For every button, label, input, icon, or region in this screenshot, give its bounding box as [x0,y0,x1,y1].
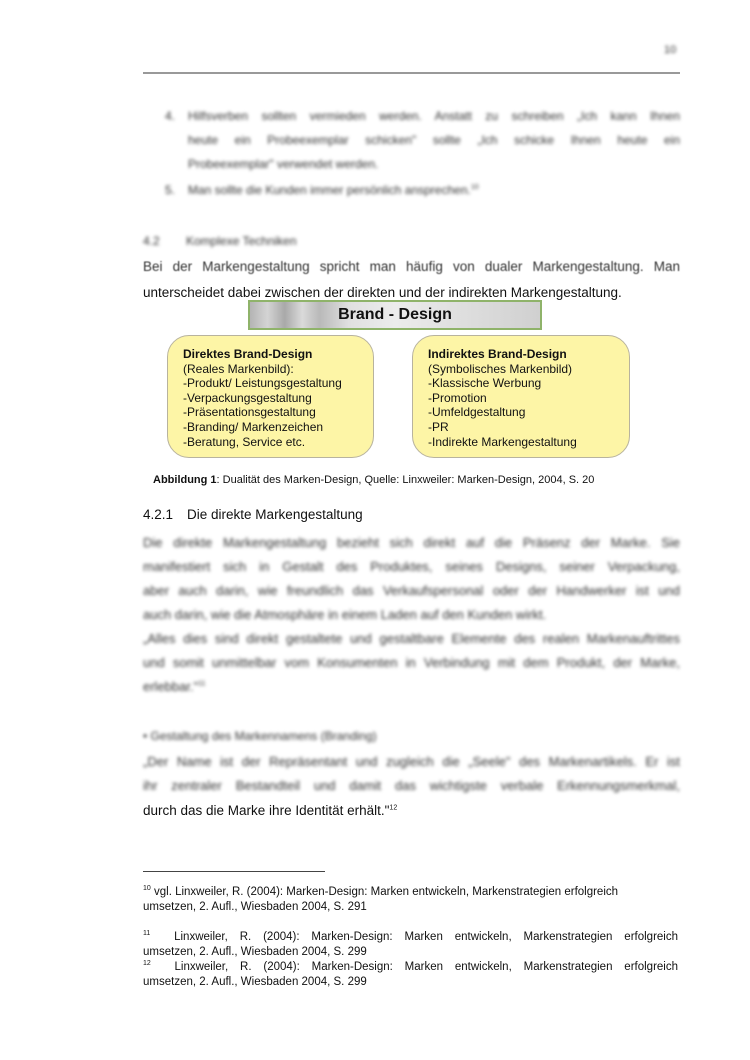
section-title: Komplexe Techniken [186,234,297,248]
body-line: ihr zentraler Bestandteil und damit das wichtigste verbale Erkennungsmerkmal, [143,778,680,793]
footnote-number: 12 [143,960,151,968]
box-line: -Promotion [428,390,487,405]
header-rule [143,72,680,74]
diagram-title: Brand - Design [248,300,542,330]
list-item-line: heute ein Probeexemplar schicken" sollte „Ich schicke Ihnen heute ein [188,133,680,147]
list-item-line [188,178,479,202]
footnote-rule [143,871,325,872]
footnote-ref: 10 [470,184,479,191]
body-line: „Der Name ist der Repräsentant und zugleich die „Seele" des Markenartikels. Er ist [143,754,680,769]
list-item-text: Man sollte die Kunden immer persönlich ansprechen. [188,183,471,197]
body-line: und somit unmittelbar vom Konsumenten in Verbindung mit dem Produkt, der Marke, [143,655,680,670]
footnote [143,960,678,990]
subsection-heading [143,507,363,522]
list-item-line: Probeexemplar" verwendet werden. [188,157,379,171]
body-line: Die direkte Markengestaltung bezieht sich direkt auf die Präsenz der Marke. Sie [143,535,680,550]
figure-caption [153,474,594,486]
box-line: -Präsentationsgestaltung [183,405,316,420]
footnote-line [143,960,678,975]
list-item-line: Hilfsverben sollten vermieden werden. Anstatt zu schreiben „Ich kann Ihnen [188,109,680,123]
body-text: durch das die Marke ihre Identität erhält." [143,803,390,818]
footnote-ref: 11 [198,680,206,688]
page-number: 10 [664,44,677,56]
footnote-text: vgl. Linxweiler, R. (2004): Marken-Design: Marken entwickeln, Markenstrategien erfolgreich [154,886,619,898]
body-text: erlebbar." [143,679,199,694]
box-line: -Produkt/ Leistungsgestaltung [183,376,342,391]
footnote-line: umsetzen, 2. Aufl., Wiesbaden 2004, S. 299 [143,946,367,958]
footnote-text: Linxweiler, R. (2004): Marken-Design: Marken entwickeln, Markenstrategien erfolgreich [174,961,678,973]
footnote-line: umsetzen, 2. Aufl., Wiesbaden 2004, S. 299 [143,976,367,988]
caption-label: Abbildung 1 [153,474,217,486]
box-heading: Direktes Brand-Design [183,347,313,361]
footnote-line [143,930,678,945]
list-number: 4. [165,109,176,123]
body-line [143,674,680,699]
box-heading: Indirektes Brand-Design [428,347,567,361]
bullet-heading: • Gestaltung des Markennamens (Branding) [143,729,377,743]
intro-line: unterscheidet dabei zwischen der direkten und der indirekten Markengestaltung. [143,285,622,300]
footnote-number: 11 [143,930,151,938]
intro-line: Bei der Markengestaltung spricht man häufig von dualer Markengestaltung. Man [143,259,680,274]
body-line: auch darin, wie die Atmosphäre in einem Laden auf den Kunden wirkt. [143,607,547,622]
box-line: -Umfeldgestaltung [428,405,526,420]
box-line: -Klassische Werbung [428,376,542,391]
box-line: -Beratung, Service etc. [183,434,306,449]
box-line: -Branding/ Markenzeichen [183,419,324,434]
footnote-text: Linxweiler, R. (2004): Marken-Design: Marken entwickeln, Markenstrategien erfolgreich [174,931,678,943]
caption-text: : Dualität des Marken-Design, Quelle: Linxweiler: Marken-Design, 2004, S. 20 [216,474,595,486]
box-line: -PR [428,419,449,434]
footnote [143,885,678,915]
section-number: 4.2 [143,234,160,248]
box-line: -Indirekte Markengestaltung [428,434,577,449]
footnote-line [143,885,678,900]
body-line: aber auch darin, wie freundlich das Verkaufspersonal oder der Handwerker ist und [143,583,680,598]
box-line: (Reales Markenbild): [183,361,294,376]
indirect-design-text [428,347,577,449]
subsection-number: 4.2.1 [143,507,174,522]
direct-design-text [183,347,342,449]
body-line: manifestiert sich in Gestalt des Produktes, seines Designs, seiner Verpackung, [143,559,680,574]
body-line: „Alles dies sind direkt gestaltete und gestaltbare Elemente des realen Markenauftrittes [143,631,680,646]
box-line: -Verpackungsgestaltung [183,390,312,405]
box-line: (Symbolisches Markenbild) [428,361,573,376]
footnote-line: umsetzen, 2. Aufl., Wiesbaden 2004, S. 291 [143,901,367,913]
body-line [143,798,680,823]
list-number: 5. [165,183,176,197]
footnote [143,930,678,960]
subsection-title: Die direkte Markengestaltung [187,507,363,522]
footnote-number: 10 [143,885,151,893]
footnote-ref: 12 [389,804,398,812]
